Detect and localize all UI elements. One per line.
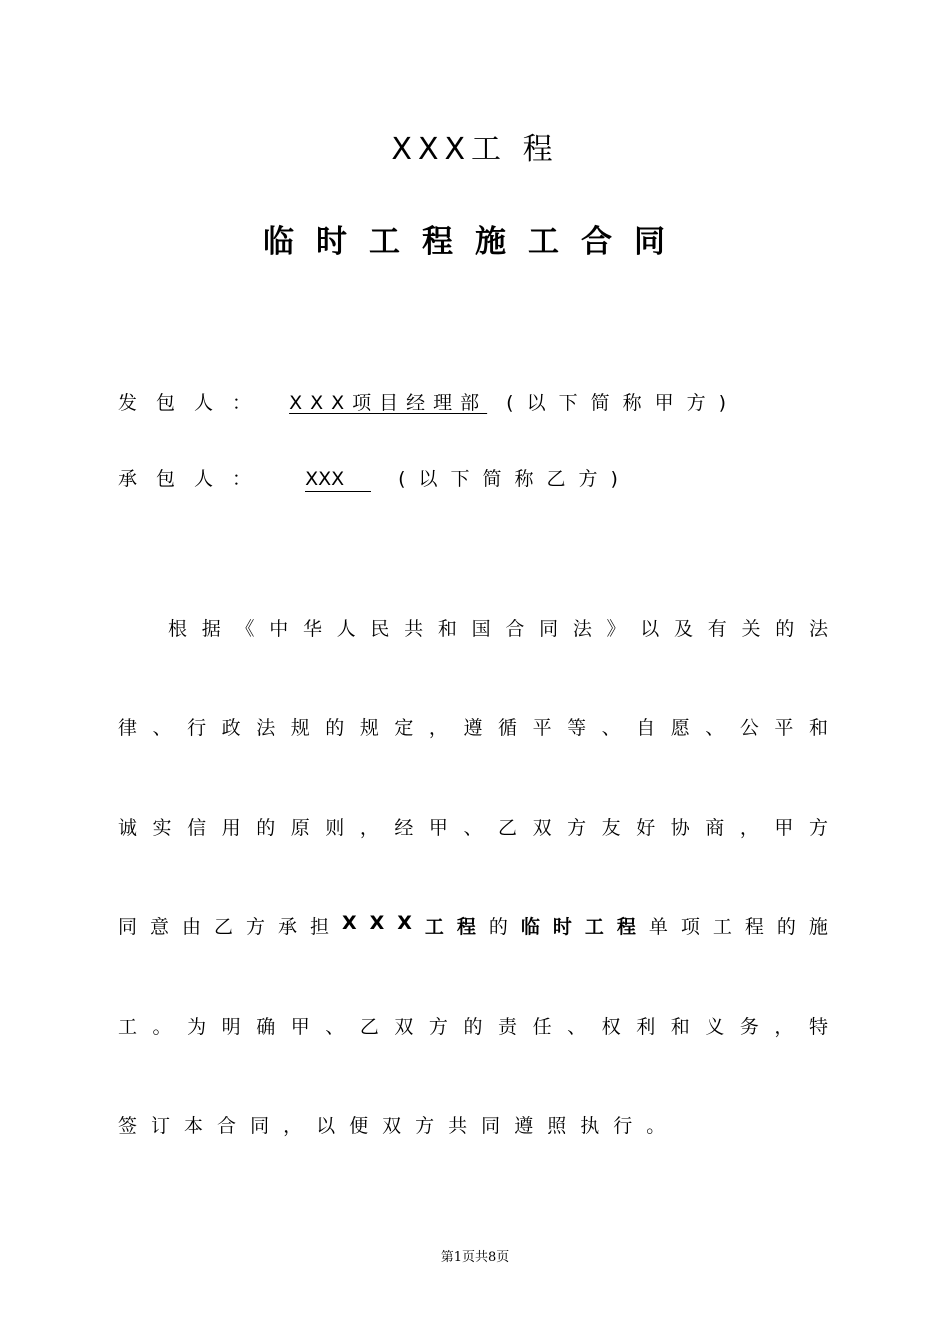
body-line-2: 律 、 行 政 法 规 的 规 定 ， 遵 循 平 等 、 自 愿 、 公 平 和 — [118, 717, 828, 739]
contract-title: 临时工程施工合同 — [263, 224, 687, 260]
party-a-row — [118, 388, 739, 415]
body-line-4: 同 意 由 乙 方 承 担 X X X 工 程 的 临 时 工 程 单 项 工 程 的 施 — [118, 912, 828, 938]
page-number: 第1页共8页 — [440, 1250, 510, 1265]
project-title: XXX工 程 — [391, 132, 559, 167]
party-a-name: XXX项目经理部 — [289, 392, 488, 414]
body-line-1: 根 据 《 中 华 人 民 共 和 国 合 同 法 》 以 及 有 关 的 法 — [168, 618, 828, 640]
party-b-name: XXX — [305, 468, 371, 492]
body-line-5: 工 。 为 明 确 甲 、 乙 双 方 的 责 任 、 权 利 和 义 务 ， 特 — [118, 1016, 828, 1038]
party-a-note: (以下简称甲方) — [506, 392, 739, 414]
party-b-note: (以下简称乙方) — [398, 468, 631, 490]
body-line-3: 诚 实 信 用 的 原 则 ， 经 甲 、 乙 双 方 友 好 协 商 ， 甲 方 — [118, 817, 828, 839]
body-line-6: 签 订 本 合 同 ， 以 便 双 方 共 同 遵 照 执 行 。 — [118, 1115, 666, 1137]
party-b-label: 承包人： — [118, 468, 271, 490]
party-a-label: 发包人： — [118, 392, 271, 414]
party-b-row — [118, 464, 631, 492]
